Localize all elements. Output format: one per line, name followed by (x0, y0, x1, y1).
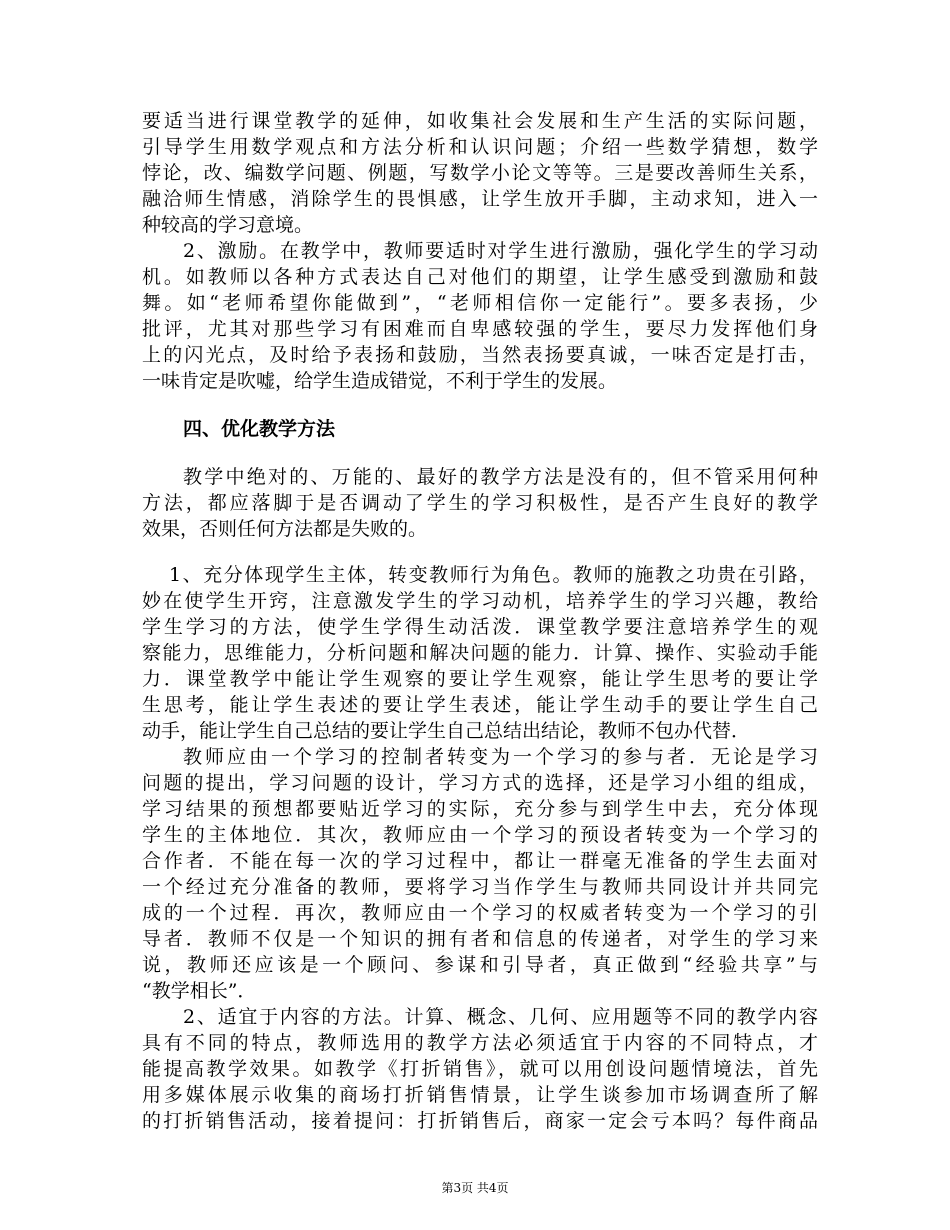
paragraph-subject (142, 562, 818, 744)
text-line: 2、适宜于内容的方法。计算、概念、几何、应用题等不同的教学内容 (183, 1006, 818, 1028)
page-number-footer: 第3页 共4页 (441, 1181, 509, 1195)
text-line: 舞。如“老师希望你能做到”，“老师相信你一定能行”。要多表扬，少 (142, 292, 818, 314)
document-page (142, 108, 818, 1134)
paragraph-intro (142, 108, 818, 238)
text-line: 悖论，改、编数学问题、例题，写数学小论文等等。三是要改善师生关系， (142, 162, 818, 184)
paragraph-method-intro (142, 464, 818, 542)
text-line: 一个经过充分准备的教师，要将学习当作学生与教师共同设计并共同完 (142, 876, 818, 898)
text-line: 说，教师还应该是一个顾问、参谋和引导者，真正做到“经验共享”与 (142, 954, 818, 976)
text-line: 引导学生用数学观点和方法分析和认识问题；介绍一些数学猜想，数学 (142, 136, 818, 158)
text-line: 学生学习的方法，使学生学得生动活泼．课堂教学要注意培养学生的观 (142, 616, 818, 638)
section-heading: 四、优化教学方法 (183, 418, 336, 440)
text-line: 教学中绝对的、万能的、最好的教学方法是没有的，但不管采用何种 (183, 466, 818, 488)
text-line: 学习结果的预想都要贴近学习的实际，充分参与到学生中去，充分体现 (142, 798, 818, 820)
text-line: 成的一个过程．再次，教师应由一个学习的权威者转变为一个学习的引 (142, 902, 818, 924)
text-line: 融洽师生情感，消除学生的畏惧感，让学生放开手脚，主动求知，进入一 (142, 188, 818, 210)
spacer (142, 442, 818, 464)
text-line: 效果，否则任何方法都是失败的。 (142, 518, 428, 540)
text-line: 种较高的学习意境。 (142, 214, 314, 236)
text-line: 导者．教师不仅是一个知识的拥有者和信息的传递者，对学生的学习来 (142, 928, 818, 950)
text-line: 用多媒体展示收集的商场打折销售情景，让学生谈参加市场调查所了解 (142, 1084, 818, 1106)
text-line: 具有不同的特点，教师选用的教学方法必须适宜于内容的不同特点，才 (142, 1032, 818, 1054)
text-line: 2、激励。在教学中，教师要适时对学生进行激励，强化学生的学习动 (183, 240, 818, 262)
paragraph-teacher-role (142, 744, 818, 1004)
text-line: 力．课堂教学中能让学生观察的要让学生观察，能让学生思考的要让学 (142, 668, 818, 690)
spacer (142, 394, 818, 416)
paragraph-incentive (142, 238, 818, 394)
text-line: 批评，尤其对那些学习有困难而自卑感较强的学生，要尽力发挥他们身 (142, 318, 818, 340)
text-line: 教师应由一个学习的控制者转变为一个学习的参与者．无论是学习 (183, 746, 818, 768)
paragraph-content-method (142, 1004, 818, 1134)
text-line: 问题的提出，学习问题的设计，学习方式的选择，还是学习小组的组成， (142, 772, 818, 794)
text-line: 察能力，思维能力，分析问题和解决问题的能力．计算、操作、实验动手能 (142, 642, 818, 664)
text-line: 的打折销售活动，接着提问：打折销售后，商家一定会亏本吗？每件商品 (142, 1110, 818, 1132)
text-line: “教学相长”． (142, 980, 257, 1002)
text-line: 妙在使学生开窍，注意激发学生的学习动机，培养学生的学习兴趣，教给 (142, 590, 818, 612)
text-line: 学生的主体地位．其次，教师应由一个学习的预设者转变为一个学习的 (142, 824, 818, 846)
text-line: 生思考，能让学生表述的要让学生表述，能让学生动手的要让学生自己 (142, 694, 818, 716)
text-line: 1、充分体现学生主体，转变教师行为角色。教师的施教之功贵在引路， (169, 564, 818, 586)
text-line: 能提高教学效果。如教学《打折销售》，就可以用创设问题情境法，首先 (142, 1058, 818, 1080)
text-line: 上的闪光点，及时给予表扬和鼓励，当然表扬要真诚，一味否定是打击， (142, 344, 818, 366)
text-line: 一味肯定是吹嘘，给学生造成错觉，不利于学生的发展。 (142, 370, 618, 392)
text-line: 要适当进行课堂教学的延伸，如收集社会发展和生产生活的实际问题， (142, 110, 818, 132)
text-line: 动手，能让学生自己总结的要让学生自己总结出结论，教师不包办代替． (142, 720, 751, 742)
text-line: 合作者．不能在每一次的学习过程中，都让一群毫无准备的学生去面对 (142, 850, 818, 872)
text-line: 方法，都应落脚于是否调动了学生的学习积极性，是否产生良好的教学 (142, 492, 818, 514)
spacer (142, 542, 818, 562)
text-line: 机。如教师以各种方式表达自己对他们的期望，让学生感受到激励和鼓 (142, 266, 818, 288)
